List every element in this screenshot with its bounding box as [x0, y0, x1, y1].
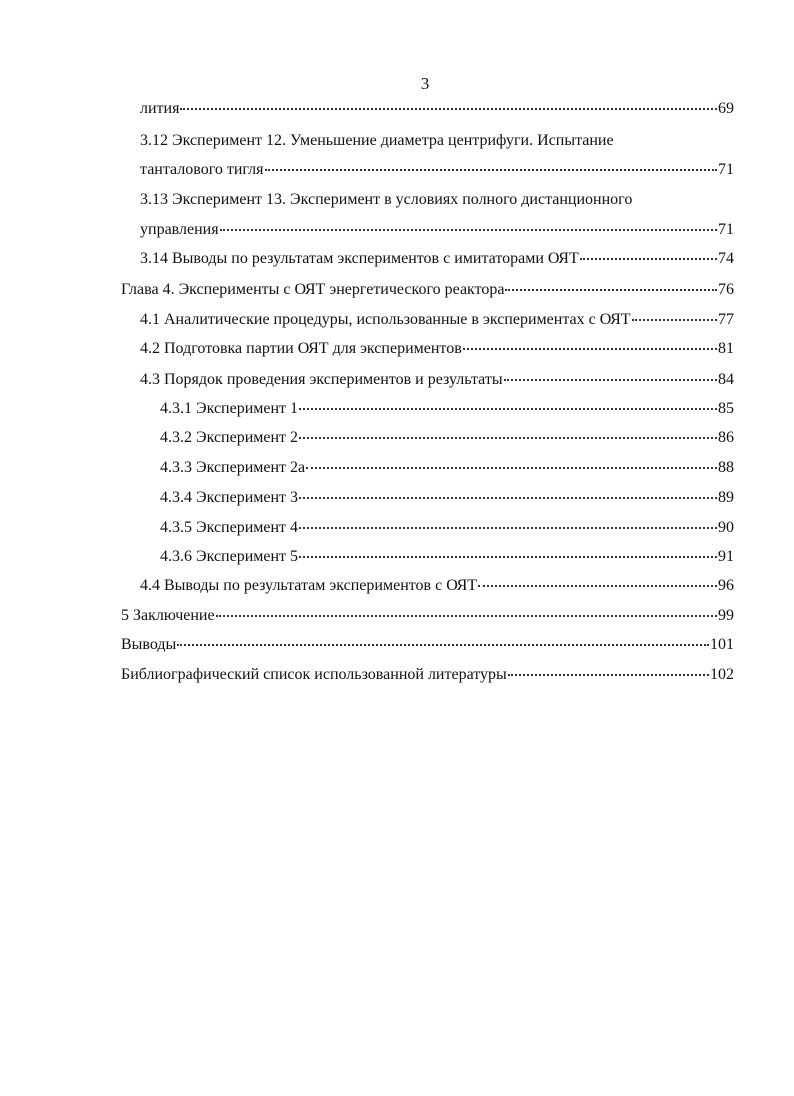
toc-entry-page: 99 [718, 607, 734, 624]
toc-entry [140, 370, 734, 390]
toc-entry [121, 280, 734, 300]
toc-entry-title: 4.1 Аналитические процедуры, использованные в экспериментах с ОЯТ [140, 311, 631, 328]
toc-entry-title: 4.3.3 Эксперимент 2а [160, 459, 306, 476]
toc-entry [160, 428, 734, 448]
toc-entry [140, 160, 734, 180]
toc-entry-page: 89 [718, 489, 734, 506]
toc-entry-page: 77 [718, 311, 734, 328]
dot-leader [478, 585, 717, 587]
dot-leader [299, 408, 717, 410]
toc-entry-page: 84 [718, 371, 734, 388]
toc-entry [140, 99, 734, 119]
toc-entry-page: 71 [718, 161, 734, 178]
toc-entry [140, 131, 614, 151]
toc-entry-page: 76 [718, 281, 734, 298]
toc-entry-title: 3.14 Выводы по результатам экспериментов с имитаторами ОЯТ [140, 250, 579, 267]
toc-entry [160, 488, 734, 508]
toc-entry-page: 96 [718, 577, 734, 594]
dot-leader [306, 467, 717, 469]
toc-entry-page: 85 [718, 400, 734, 417]
toc-entry [121, 635, 734, 655]
toc-entry-page: 81 [718, 340, 734, 357]
toc-entry [140, 339, 734, 359]
toc-entry-page: 88 [718, 459, 734, 476]
toc-entry-title: 4.3.2 Эксперимент 2 [160, 429, 299, 446]
toc-entry-title: управления [140, 221, 219, 238]
toc-entry [140, 190, 632, 210]
toc-entry [160, 547, 734, 567]
toc-entry-title: 4.3.4 Эксперимент 3 [160, 489, 299, 506]
toc-entry-title: 3.12 Эксперимент 12. Уменьшение диаметра центрифуги. Испытание [140, 132, 614, 149]
toc-entry-title: 4.4 Выводы по результатам экспериментов с ОЯТ [140, 577, 478, 594]
toc-entry-page: 69 [718, 100, 734, 117]
dot-leader [216, 615, 717, 617]
toc-entry-title: 4.3.1 Эксперимент 1 [160, 400, 299, 417]
toc-entry-title: 5 Заключение [121, 607, 215, 624]
toc-entry-page: 101 [710, 636, 734, 653]
toc-entry [140, 310, 734, 330]
toc-entry-title: лития [140, 100, 180, 117]
toc-entry-title: Выводы [121, 636, 177, 653]
dot-leader [265, 169, 717, 171]
toc-entry-title: танталового тигля [140, 161, 264, 178]
toc-entry-title: 3.13 Эксперимент 13. Эксперимент в условиях полного дистанционного [140, 191, 633, 208]
toc-entry-title: 4.3 Порядок проведения экспериментов и результаты [140, 371, 503, 388]
toc-entry-title: Глава 4. Эксперименты с ОЯТ энергетического реактора [121, 281, 505, 298]
toc-entry [140, 576, 734, 596]
page-number: 3 [420, 74, 430, 93]
dot-leader [299, 497, 717, 499]
dot-leader [508, 674, 709, 676]
toc-entry-title: 4.3.6 Эксперимент 5 [160, 548, 299, 565]
toc-entry-page: 74 [718, 250, 734, 267]
toc-entry-page: 102 [710, 666, 734, 683]
dot-leader [299, 556, 717, 558]
toc-entry [160, 518, 734, 538]
dot-leader [580, 258, 717, 260]
toc-entry-title: 4.3.5 Эксперимент 4 [160, 519, 299, 536]
dot-leader [632, 319, 717, 321]
dot-leader [505, 289, 717, 291]
dot-leader [504, 379, 717, 381]
dot-leader [299, 527, 717, 529]
toc-entry-title: Библиографический список использованной литературы [121, 666, 507, 683]
toc-entry [121, 665, 734, 685]
toc-entry-title: 4.2 Подготовка партии ОЯТ для экспериментов [140, 340, 462, 357]
toc-entry [160, 458, 734, 478]
dot-leader [180, 108, 717, 110]
toc-entry [140, 220, 734, 240]
dot-leader [177, 644, 709, 646]
dot-leader [463, 348, 717, 350]
toc-entry [140, 249, 734, 269]
toc-entry-page: 91 [718, 548, 734, 565]
toc-entry [160, 399, 734, 419]
toc-entry-page: 90 [718, 519, 734, 536]
toc-entry-page: 71 [718, 221, 734, 238]
dot-leader [299, 437, 717, 439]
toc-entry [121, 606, 734, 626]
toc-entry-page: 86 [718, 429, 734, 446]
dot-leader [220, 229, 717, 231]
